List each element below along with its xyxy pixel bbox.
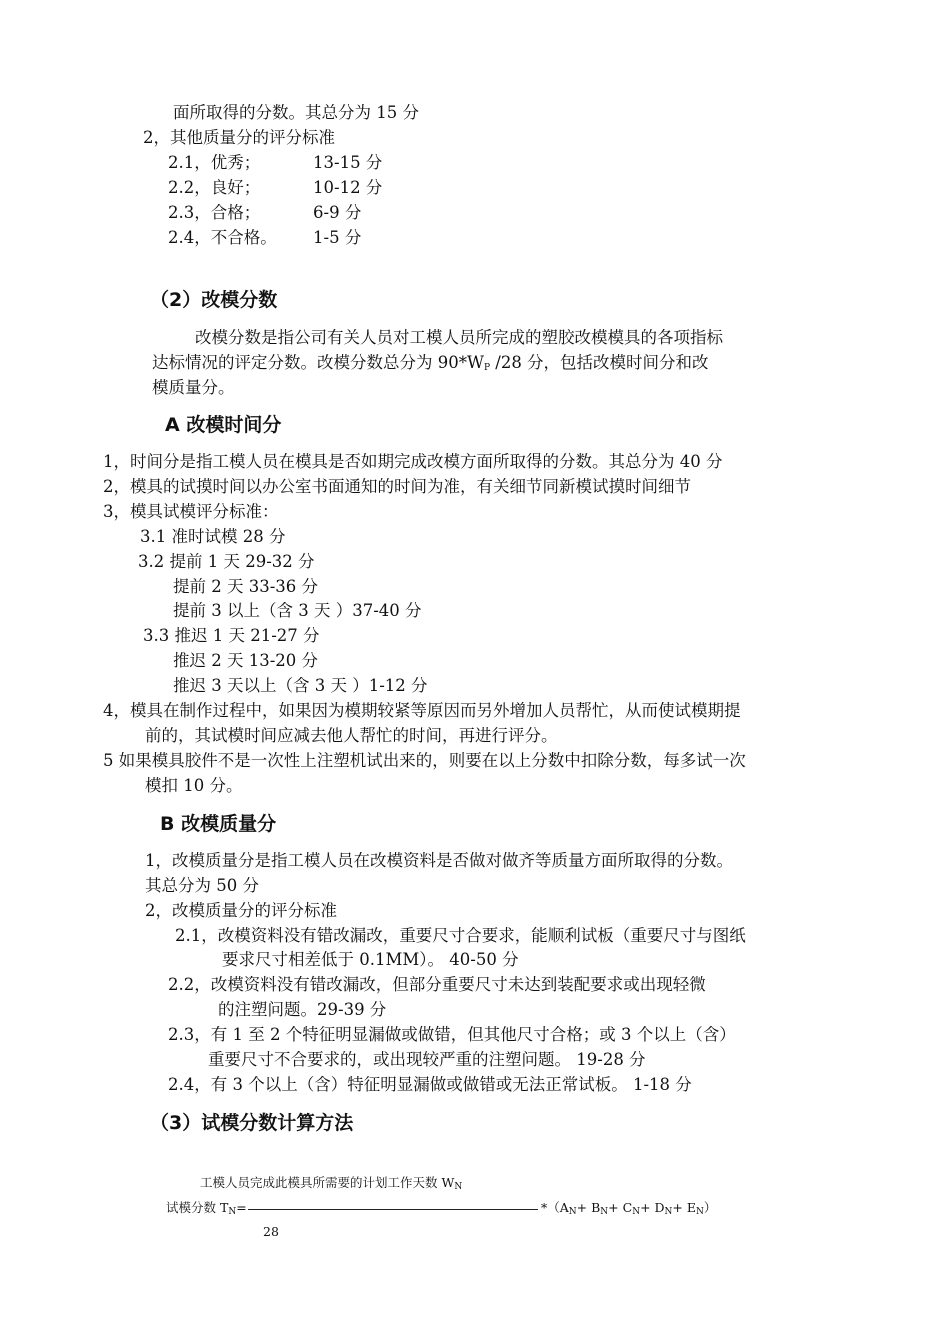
text-line: 推迟 2 天 13-20 分 xyxy=(173,651,319,670)
text-line: 2，其他质量分的评分标准 xyxy=(143,128,335,147)
text-line: 2，模具的试摸时间以办公室书面通知的时间为准，有关细节同新模试摸时间细节 xyxy=(103,477,691,496)
formula-rhs xyxy=(541,1200,716,1220)
fraction-bar xyxy=(248,1209,538,1210)
grade-range: 13-15 分 xyxy=(313,153,383,172)
subscript: P xyxy=(483,363,491,373)
rhs-text: + D xyxy=(640,1200,665,1215)
rhs-text: + E xyxy=(672,1200,696,1215)
numerator-text: 工模人员完成此模具所需要的计划工作天数 W xyxy=(200,1175,455,1190)
text-line: 3.3 推迟 1 天 21-27 分 xyxy=(143,626,320,645)
subscript: N xyxy=(664,1207,673,1217)
paragraph-text: 达标情况的评定分数。改模分数总分为 90*W xyxy=(152,353,484,372)
text-line: 1，时间分是指工模人员在模具是否如期完成改模方面所取得的分数。其总分为 40 分 xyxy=(103,452,723,471)
formula-denominator: 28 xyxy=(263,1224,279,1239)
rhs-text: *（A xyxy=(541,1200,569,1215)
equals-sign: = xyxy=(236,1200,247,1215)
text-line: 其总分为 50 分 xyxy=(145,876,259,895)
text-line: 重要尺寸不合要求的，或出现较严重的注塑问题。 19-28 分 xyxy=(208,1050,646,1069)
paragraph-line xyxy=(152,352,709,379)
text-line: 3.1 准时试模 28 分 xyxy=(140,527,286,546)
subscript: N xyxy=(632,1207,641,1217)
grade-label: 2.1，优秀； xyxy=(168,153,261,172)
formula-numerator xyxy=(200,1175,462,1195)
text-line: 提前 3 以上（含 3 天 ）37-40 分 xyxy=(173,601,422,620)
text-line: 5 如果模具胶件不是一次性上注塑机试出来的，则要在以上分数中扣除分数，每多试一次 xyxy=(103,751,746,770)
text-line: 4，模具在制作过程中，如果因为模期较紧等原因而另外增加人员帮忙，从而使试模期提 xyxy=(103,701,741,720)
grade-range: 6-9 分 xyxy=(313,203,362,222)
subscript: N xyxy=(454,1182,463,1192)
grade-label: 2.2，良好； xyxy=(168,178,261,197)
subscript: N xyxy=(600,1207,609,1217)
text-line: 3，模具试模评分标准： xyxy=(103,502,279,521)
text-line: 3.2 提前 1 天 29-32 分 xyxy=(138,552,315,571)
text-line: 1，改模质量分是指工模人员在改模资料是否做对做齐等质量方面所取得的分数。 xyxy=(145,851,733,870)
paragraph-line: 模质量分。 xyxy=(152,378,235,397)
text-line: 提前 2 天 33-36 分 xyxy=(173,577,319,596)
subscript: N xyxy=(228,1207,237,1217)
lhs-text: 试模分数 T xyxy=(166,1200,229,1215)
paragraph-line: 改模分数是指公司有关人员对工模人员所完成的塑胶改模模具的各项指标 xyxy=(195,328,723,347)
grade-range: 1-5 分 xyxy=(313,228,362,247)
section-heading: （2）改模分数 xyxy=(150,289,278,311)
rhs-text: + B xyxy=(576,1200,601,1215)
paragraph-text: /28 分，包括改模时间分和改 xyxy=(490,353,709,372)
subscript: N xyxy=(696,1207,704,1217)
subscript: N xyxy=(568,1207,577,1217)
text-line: 2.3，有 1 至 2 个特征明显漏做或做错，但其他尺寸合格；或 3 个以上（含） xyxy=(168,1025,736,1044)
grade-label: 2.3，合格； xyxy=(168,203,261,222)
subsection-heading: A 改模时间分 xyxy=(165,414,282,436)
text-line: 推迟 3 天以上（含 3 天 ）1-12 分 xyxy=(173,676,428,695)
section-heading: （3）试模分数计算方法 xyxy=(150,1112,354,1134)
text-line: 要求尺寸相差低于 0.1MM）。 40-50 分 xyxy=(222,950,519,969)
grade-range: 10-12 分 xyxy=(313,178,383,197)
text-line: 2.2，改模资料没有错改漏改，但部分重要尺寸未达到装配要求或出现轻微 xyxy=(168,975,706,994)
text-line: 面所取得的分数。其总分为 15 分 xyxy=(173,103,419,122)
text-line: 的注塑问题。29-39 分 xyxy=(218,1000,387,1019)
text-line: 2，改模质量分的评分标准 xyxy=(145,901,337,920)
text-line: 模扣 10 分。 xyxy=(145,776,243,795)
subsection-heading: B 改模质量分 xyxy=(160,813,277,835)
text-line: 2.1，改模资料没有错改漏改，重要尺寸合要求，能顺利试板（重要尺寸与图纸 xyxy=(175,926,746,945)
formula-lhs xyxy=(166,1200,247,1220)
grade-label: 2.4，不合格。 xyxy=(168,228,277,247)
rhs-text: + C xyxy=(608,1200,633,1215)
rhs-text: ） xyxy=(703,1200,717,1215)
text-line: 2.4，有 3 个以上（含）特征明显漏做或做错或无法正常试板。 1-18 分 xyxy=(168,1075,692,1094)
text-line: 前的，其试模时间应减去他人帮忙的时间，再进行评分。 xyxy=(145,726,558,745)
